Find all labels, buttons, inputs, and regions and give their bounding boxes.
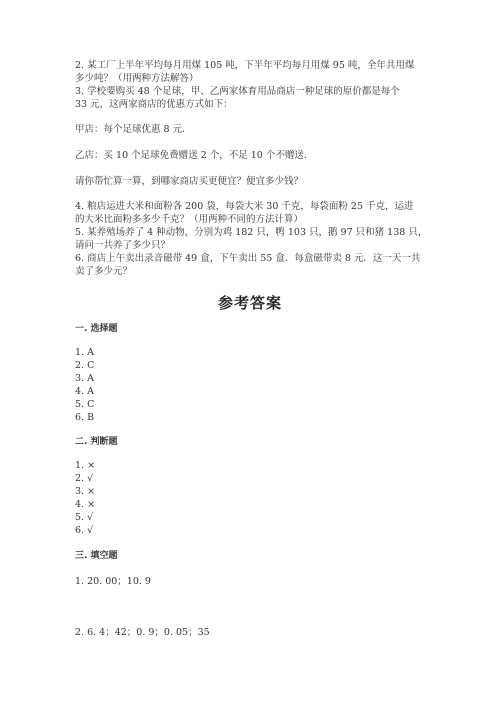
problem-6-line-2: 卖了多少元？ [75,266,133,277]
judgment-answer-4: 4. × [75,499,96,510]
choice-answer-2: 2. C [75,360,95,371]
choice-answer-4: 4. A [75,386,94,397]
choice-answer-1: 1. A [75,347,94,358]
problem-2-line-1: 2. 某工厂上半年平均每月用煤 105 吨，下半年平均每月用煤 95 吨，全年共用煤 [75,60,415,71]
problem-6-line-1: 6. 商店上午卖出录音磁带 49 盒，下午卖出 55 盒．每盒磁带卖 8 元．这一天一共 [75,253,421,264]
judgment-answer-1: 1. × [75,460,96,471]
judgment-answer-5: 5. √ [75,512,94,523]
problem-4-line-2: 的大米比面粉多多少千克？（用两种不同的方法计算） [75,214,304,225]
fill-blank-answer-2: 2. 6. 4；42；0. 9；0. 05；35 [75,627,210,638]
problem-3-line-1: 3. 学校要购买 48 个足球，甲、乙两家体育用品商店一种足球的原价都是每个 [75,86,400,97]
problem-3-question: 请你帮忙算一算，到哪家商店买更便宜？便宜多少钱？ [75,176,304,187]
judgment-answer-2: 2. √ [75,473,94,484]
problem-2-line-2: 多少吨？（用两种方法解答） [75,73,199,84]
judgment-answer-3: 3. × [75,486,96,497]
problem-5-line-2: 请问一共养了多少只？ [75,240,171,251]
shop-b-offer: 乙店：买 10 个足球免费赠送 2 个，不足 10 个不赠送． [75,150,314,161]
choice-answer-5: 5. C [75,399,95,410]
problem-5-line-1: 5. 某养殖场养了 4 种动物，分别为鸡 182 只，鸭 103 只，鹅 97 只和猪 138 只， [75,227,428,238]
choice-answer-6: 6. B [75,412,95,423]
fill-blank-answer-1: 1. 20. 00；10. 9 [75,576,151,587]
section-heading-judgment: 二. 判断题 [75,437,118,447]
shop-a-offer: 甲店：每个足球优惠 8 元． [75,124,192,135]
section-heading-choice: 一. 选择题 [75,324,118,334]
judgment-answer-6: 6. √ [75,525,94,536]
section-heading-fill-blank: 三. 填空题 [75,551,118,561]
problem-4-line-1: 4. 粮店运进大米和面粉各 200 袋，每袋大米 30 千克，每袋面粉 25 千克，运进 [75,201,414,212]
choice-answer-3: 3. A [75,373,94,384]
problem-3-line-2: 33 元，这两家商店的优惠方式如下： [75,99,233,110]
answer-key-title: 参考答案 [217,294,282,312]
